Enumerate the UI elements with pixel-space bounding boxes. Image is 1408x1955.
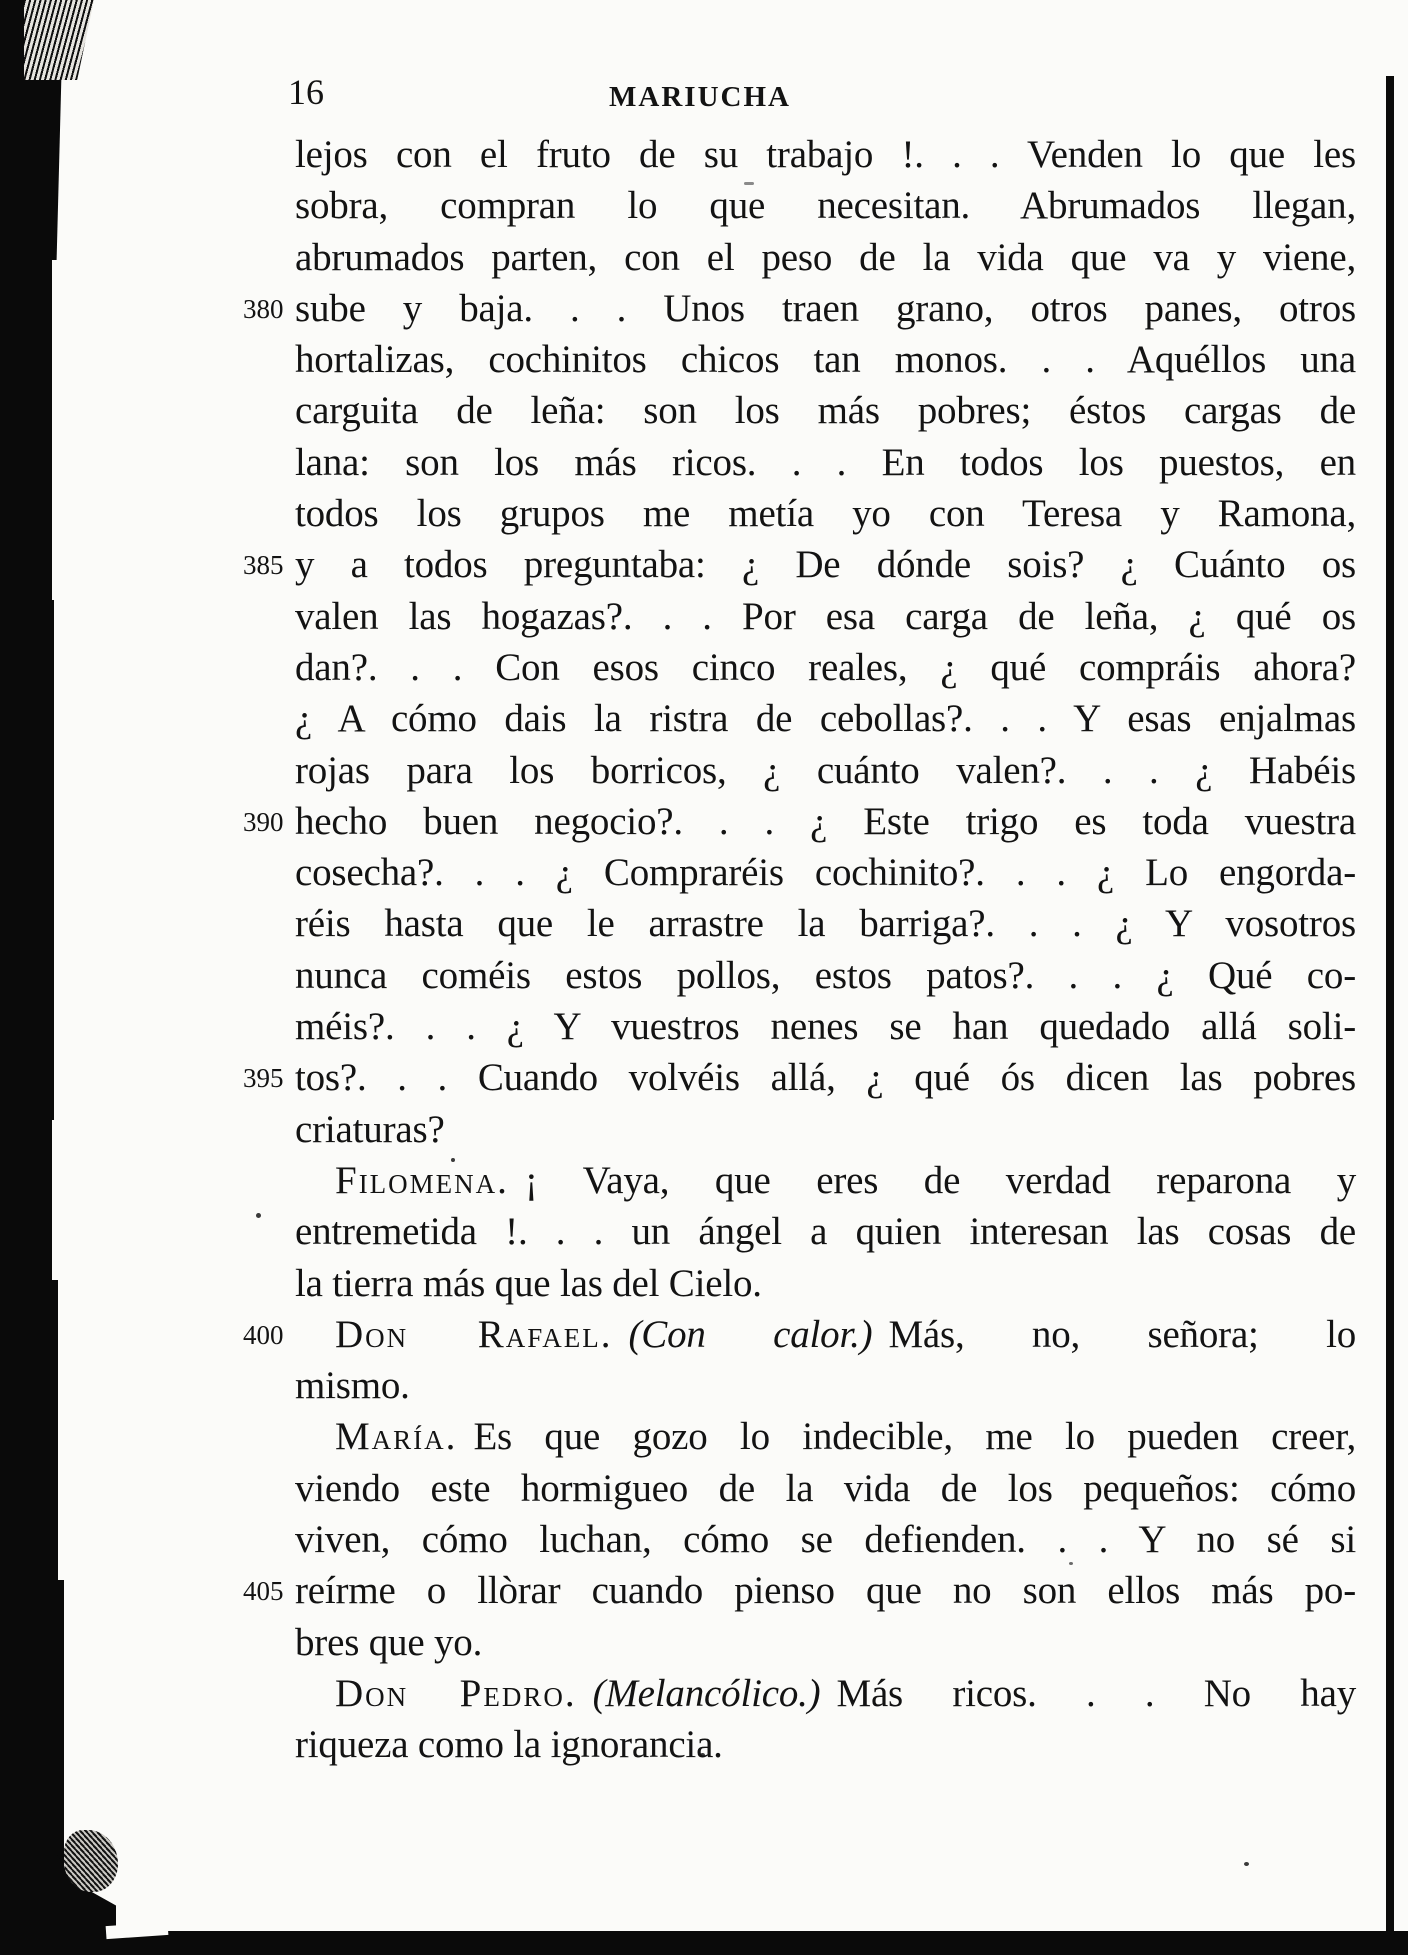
text-segment: Más ricos. . . No hay — [836, 1671, 1356, 1715]
line-number: 395 — [243, 1063, 284, 1094]
text-line — [295, 847, 1356, 898]
text-segment: lana: son los más ricos. . . En todos los puestos, en — [295, 440, 1356, 484]
text-line — [295, 129, 1356, 180]
text-line — [243, 539, 1356, 590]
text-segment: réis hasta que le arrastre la barriga?. . . ¿ Y vosotros — [295, 902, 1356, 946]
text-line — [295, 1411, 1356, 1462]
text-segment: la tierra más que las del Cielo. — [295, 1261, 762, 1305]
text-segment: criaturas? — [295, 1107, 445, 1151]
scan-speck — [256, 1213, 261, 1218]
header-title: MARIUCHA — [609, 81, 791, 113]
text-line — [295, 1001, 1356, 1052]
text-segment: hecho buen negocio?. . . ¿ Este trigo es toda vuestra — [295, 799, 1356, 843]
text-line — [295, 385, 1356, 436]
text-segment: entremetida !. . . un ángel a quien interesan las cosas de — [295, 1210, 1356, 1254]
page-number: 16 — [288, 72, 324, 112]
text-line — [295, 1155, 1356, 1206]
text-line — [295, 1463, 1356, 1514]
text-line — [295, 591, 1356, 642]
text-segment: y a todos preguntaba: ¿ De dónde sois? ¿ Cuánto os — [295, 543, 1356, 587]
text-block — [243, 129, 1357, 1771]
text-segment: viendo este hormigueo de la vida de los pequeños: cómo — [295, 1466, 1356, 1510]
speaker-name: Don Pedro. — [335, 1671, 577, 1715]
text-segment: dan?. . . Con esos cinco reales, ¿ qué compráis ahora? — [295, 645, 1356, 689]
line-number: 400 — [243, 1319, 284, 1350]
text-line — [243, 283, 1356, 334]
text-line — [295, 1360, 1356, 1411]
text-segment: sube y baja. . . Unos traen grano, otros panes, otros — [295, 286, 1356, 330]
text-segment: ¡ Vaya, que eres de verdad reparona y — [524, 1158, 1356, 1202]
text-segment: carguita de leña: son los más pobres; éstos cargas de — [295, 389, 1356, 433]
right-border-rule — [1386, 76, 1394, 1932]
text-line — [295, 1617, 1356, 1668]
text-line — [243, 1309, 1357, 1360]
speaker-name: Don Rafael. — [335, 1312, 613, 1356]
text-segment: nunca coméis estos pollos, estos patos?. . . ¿ Qué co- — [295, 953, 1356, 997]
text-segment: ¿ A cómo dais la ristra de cebollas?. . . Y esas enjalmas — [295, 697, 1356, 741]
scan-speck — [1244, 1862, 1249, 1866]
stage-direction: (Con calor.) — [628, 1312, 873, 1356]
text-line — [295, 642, 1356, 693]
text-line — [295, 232, 1356, 283]
text-segment: bres que yo. — [295, 1620, 483, 1664]
text-line — [295, 180, 1356, 231]
text-segment: lejos con el fruto de su trabajo !. . . Venden lo que les — [295, 133, 1356, 176]
text-line — [295, 1668, 1356, 1719]
text-line — [295, 1206, 1356, 1257]
text-line — [243, 1565, 1356, 1616]
text-segment: riqueza como la ignorancia. — [295, 1723, 723, 1767]
line-number: 390 — [243, 806, 284, 837]
text-segment: rojas para los borricos, ¿ cuánto valen?. . . ¿ Habéis — [295, 748, 1356, 792]
text-line — [295, 437, 1356, 488]
text-segment: Más, no, señora; lo — [888, 1312, 1357, 1356]
text-line — [243, 796, 1356, 847]
text-segment: mismo. — [295, 1364, 410, 1408]
text-segment: sobra, compran lo que necesitan. Abrumados llegan, — [295, 184, 1356, 228]
stage-direction: (Melancólico.) — [592, 1671, 821, 1715]
line-number: 385 — [243, 550, 284, 581]
text-segment: reírme o llòrar cuando pienso que no son ellos más po- — [295, 1569, 1356, 1613]
text-segment: todos los grupos me metía yo con Teresa y Ramona, — [295, 492, 1356, 536]
text-line — [295, 1258, 1356, 1309]
speaker-name: Filomena. — [335, 1158, 509, 1202]
text-segment: hortalizas, cochinitos chicos tan monos. . . Aquéllos una — [295, 338, 1356, 382]
text-segment: cosecha?. . . ¿ Compraréis cochinito?. . . ¿ Lo engorda- — [295, 851, 1356, 895]
text-line — [295, 898, 1356, 949]
text-segment: abrumados parten, con el peso de la vida que va y viene, — [295, 235, 1356, 279]
text-line — [295, 950, 1356, 1001]
text-line — [243, 1052, 1356, 1103]
text-line — [295, 1104, 1356, 1155]
text-line — [295, 334, 1356, 385]
text-segment: tos?. . . Cuando volvéis allá, ¿ qué ós dicen las pobres — [295, 1056, 1356, 1100]
text-segment: viven, cómo luchan, cómo se defienden. . . Y no sé si — [295, 1518, 1356, 1562]
text-line — [295, 745, 1356, 796]
text-line — [295, 1719, 1356, 1770]
speaker-name: María. — [335, 1415, 458, 1459]
text-line — [295, 693, 1356, 744]
text-segment: valen las hogazas?. . . Por esa carga de leña, ¿ qué os — [295, 594, 1356, 638]
text-line — [295, 488, 1356, 539]
text-segment: Es que gozo lo indecible, me lo pueden creer, — [473, 1415, 1356, 1459]
halftone-texture — [64, 1830, 118, 1892]
text-segment: méis?. . . ¿ Y vuestros nenes se han quedado allá soli- — [295, 1005, 1356, 1049]
bottom-border-band — [96, 1931, 1408, 1955]
halftone-texture — [24, 0, 94, 80]
gutter-shadow-ragged-edge — [43, 600, 54, 1120]
gutter-shadow-ragged-edge — [45, 1280, 58, 1610]
text-line — [295, 1514, 1356, 1565]
line-number: 405 — [243, 1576, 284, 1607]
line-number: 380 — [243, 293, 284, 324]
